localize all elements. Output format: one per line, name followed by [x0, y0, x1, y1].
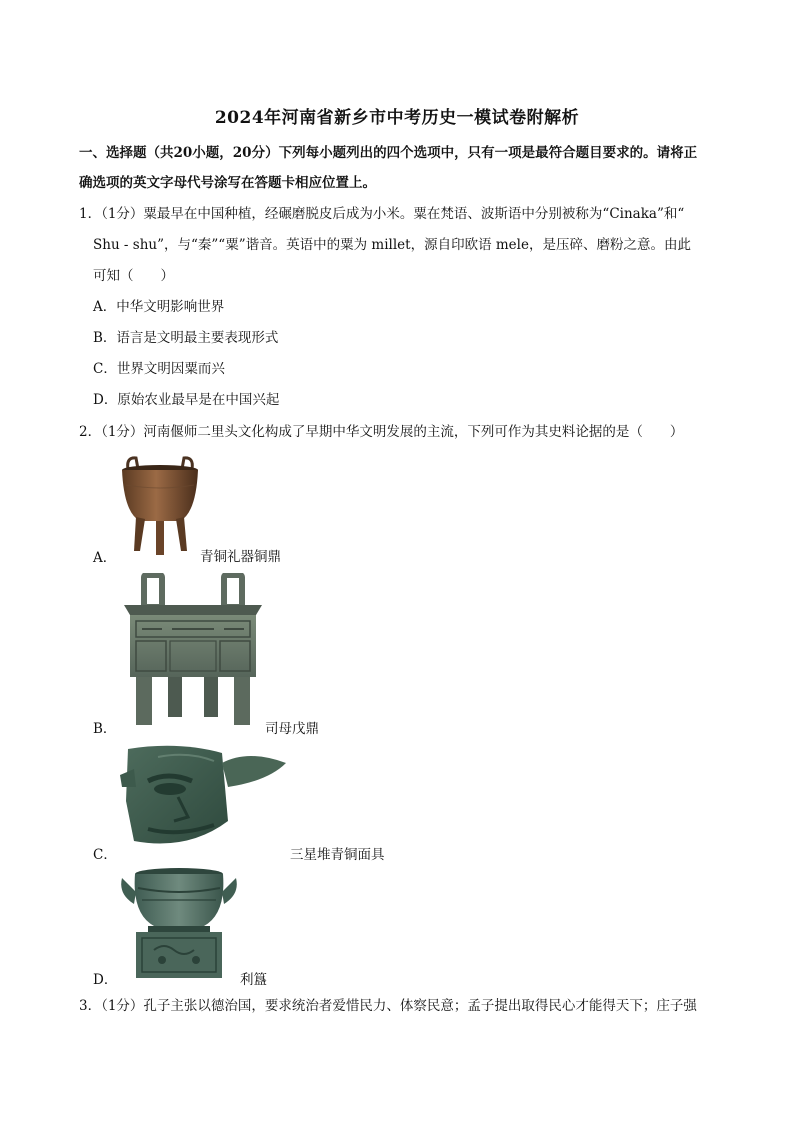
option-letter: D． — [93, 392, 118, 408]
option-text: 中华文明影响世界 — [116, 299, 225, 315]
option-letter: A． — [93, 299, 117, 315]
question-1-option-a — [93, 297, 224, 317]
document-title: 2024年河南省新乡市中考历史一模试卷附解析 — [214, 108, 580, 128]
question-1-option-c — [93, 359, 225, 379]
bronze-ding-image — [118, 455, 202, 559]
question-2-option-c-caption: 三星堆青铜面具 — [290, 847, 385, 863]
question-1-line-3: 可知（ ） — [93, 268, 174, 284]
question-2-line-1: 2．（1分）河南偃师二里头文化构成了早期中华文明发展的主流，下列可作为其史料论据的是（ ） — [79, 424, 684, 440]
option-letter: C． — [93, 361, 117, 377]
question-3-line-1: 3．（1分）孔子主张以德治国，要求统治者爱惜民力、体察民意；孟子提出取得民心才能得天下；庄子强 — [79, 998, 697, 1014]
section-instructions-line-2: 确选项的英文字母代号涂写在答题卡相应位置上。 — [79, 175, 376, 191]
question-2-option-d-caption: 利簋 — [240, 972, 267, 988]
sanxingdui-mask-image — [118, 741, 290, 853]
option-text: 语言是文明最主要表现形式 — [116, 330, 279, 346]
option-letter: B． — [93, 330, 117, 346]
option-text: 世界文明因粟而兴 — [116, 361, 225, 377]
li-gui-image — [118, 864, 240, 982]
question-1-option-d — [93, 390, 279, 410]
question-2-option-a-letter: A． — [93, 550, 117, 566]
question-1-option-b — [93, 328, 278, 348]
question-1-line-1: 1．（1分）粟最早在中国种植，经碾磨脱皮后成为小米。粟在梵语、波斯语中分别被称为“Cinaka”和“ — [79, 206, 685, 222]
question-2-option-b-caption: 司母戊鼎 — [265, 721, 319, 737]
simuwu-ding-image — [118, 573, 268, 733]
question-2-option-b-letter: B． — [93, 721, 117, 737]
option-text: 原始农业最早是在中国兴起 — [117, 392, 280, 408]
section-instructions-line-1: 一、选择题（共20小题，20分）下列每小题列出的四个选项中，只有一项是最符合题目要求的。请将正 — [79, 145, 698, 161]
question-2-option-d-letter: D． — [93, 972, 118, 988]
question-1-line-2: Shu - shu”，与“秦”“粟”谐音。英语中的粟为 millet，源自印欧语 mele，是压碎、磨粉之意。由此 — [93, 237, 691, 253]
question-2-option-c-letter: C． — [93, 847, 117, 863]
question-2-option-a-caption: 青铜礼器铜鼎 — [200, 549, 281, 565]
